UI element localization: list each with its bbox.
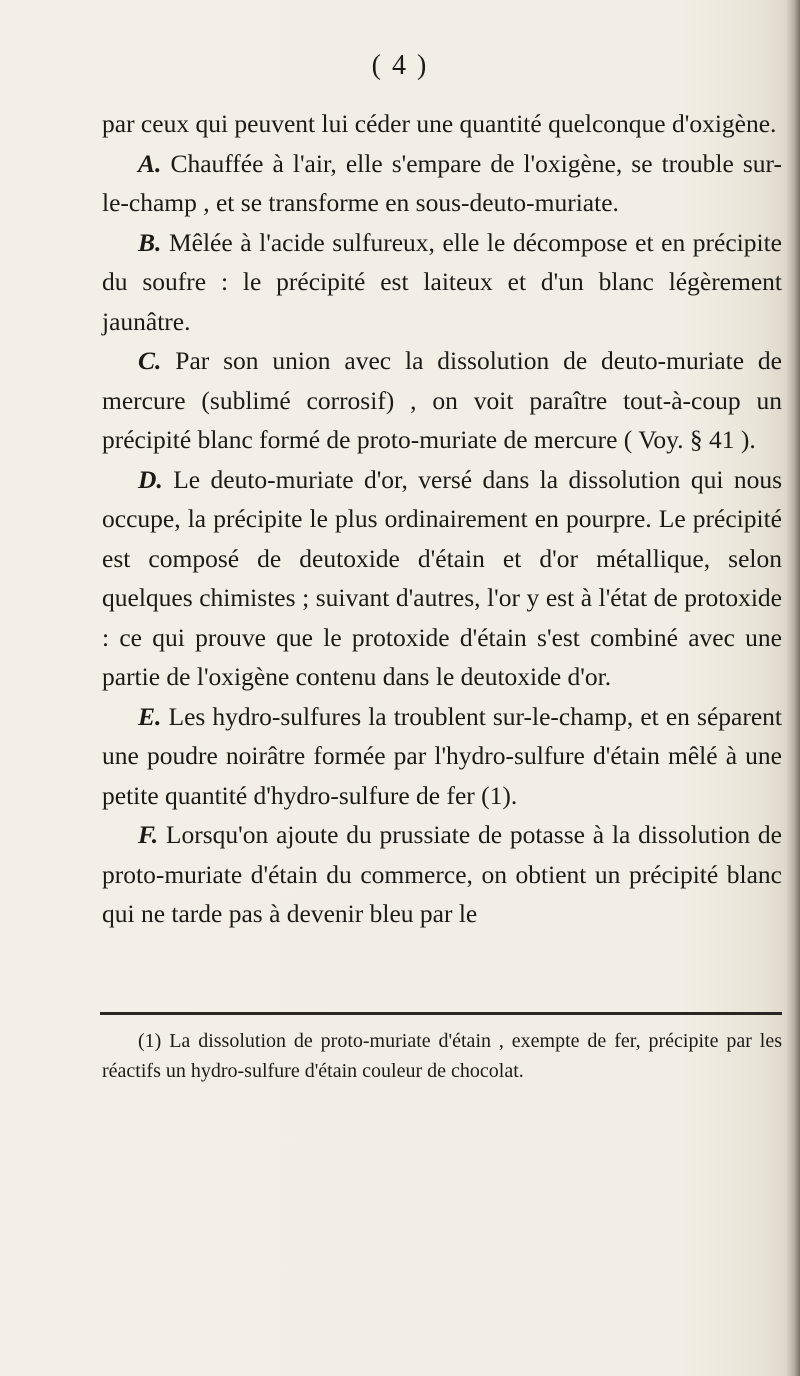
paragraph-letter: D.	[138, 464, 163, 494]
footnote-text: (1) La dissolution de proto-muriate d'étain , exempte de fer, précipite par les réactifs un hydro-sulfure d'étain couleur de chocolat.	[102, 1030, 782, 1082]
paragraph-letter: A.	[138, 148, 162, 178]
paragraph-letter: C.	[138, 346, 162, 375]
footnote-divider	[100, 1012, 782, 1015]
paragraph-letter: F.	[138, 820, 159, 849]
paragraph-text: Les hydro-sulfures la troublent sur-le-champ, et en séparent une poudre noirâtre formée par l'hydro-sulfure d'étain mêlé à une petite quantité d'hydro-sulfure de fer (1).	[102, 701, 782, 810]
paragraph-text: Chauffée à l'air, elle s'empare de l'oxigène, se trouble sur-le-champ , et se transforme en sous-deuto-muriate.	[102, 148, 782, 217]
paragraph-e	[102, 697, 782, 816]
paragraph-c	[102, 341, 782, 460]
paragraph-f	[102, 815, 782, 934]
paragraph-intro	[102, 104, 782, 144]
paragraph-b	[102, 223, 782, 342]
paragraph-text: Par son union avec la dissolution de deuto-muriate de mercure (sublimé corrosif) , on voit paraître tout-à-coup un précipité blanc formé de proto-muriate de mercure ( Voy. § 41 ).	[102, 346, 782, 454]
paragraph-letter: E.	[138, 701, 162, 731]
page-number: ( 4 )	[371, 50, 429, 81]
page-edge-shadow	[786, 0, 800, 1376]
paragraph-letter: B.	[138, 227, 162, 257]
paragraph-text: Mêlée à l'acide sulfureux, elle le décompose et en précipite du soufre : le précipité est laiteux et d'un blanc légèrement jaunâtre.	[102, 227, 782, 336]
paragraph-text: Lorsqu'on ajoute du prussiate de potasse à la dissolution de proto-muriate d'étain du commerce, on obtient un précipité blanc qui ne tarde pas à devenir bleu par le	[102, 820, 782, 928]
paragraph-text: par ceux qui peuvent lui céder une quantité quelconque d'oxigène.	[102, 109, 777, 138]
paragraph-d	[102, 460, 782, 697]
body-text	[102, 104, 782, 934]
paragraph-a	[102, 144, 782, 223]
paragraph-text: Le deuto-muriate d'or, versé dans la dissolution qui nous occupe, la précipite le plus ordinairement en pourpre. Le précipité est composé de deutoxide d'étain et d'or métallique, selon quelques chimistes ; suivant d'autres, l'or y est à l'état de protoxide : ce qui prouve que le protoxide d'étain s'est combiné avec une partie de l'oxigène contenu dans le deutoxide d'or.	[102, 464, 782, 691]
footnote	[102, 1026, 782, 1086]
